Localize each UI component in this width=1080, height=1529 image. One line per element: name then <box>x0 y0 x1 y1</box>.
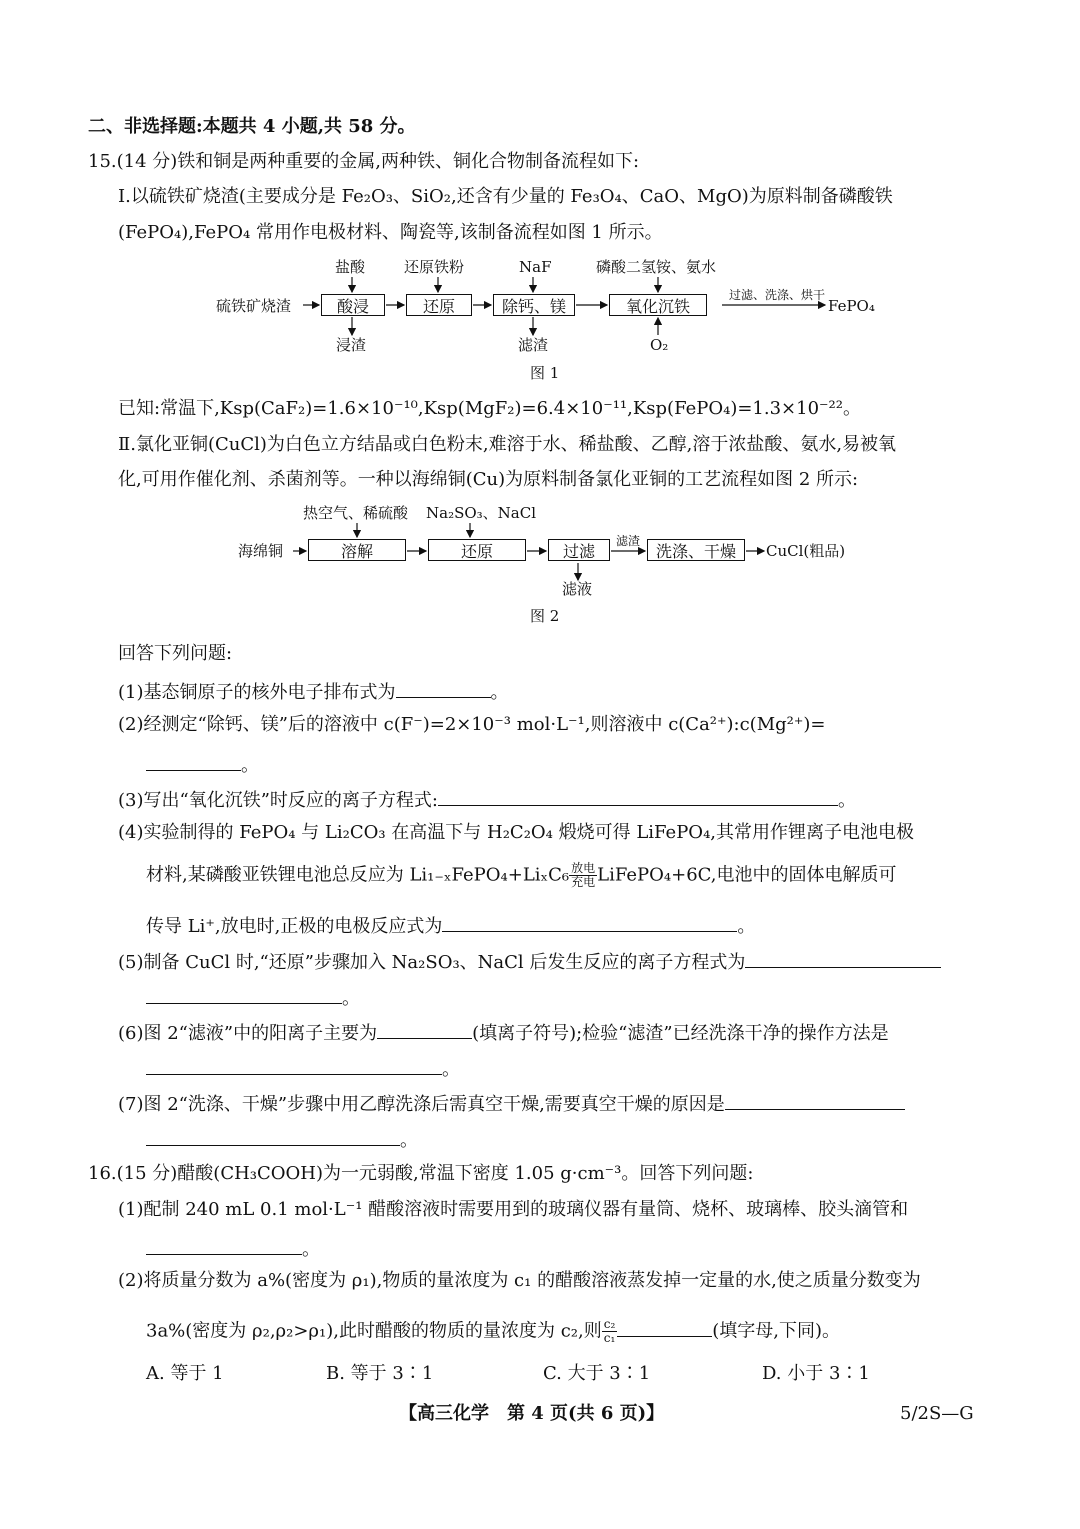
option-c[interactable]: C. 大于 3∶1 <box>543 1363 651 1384</box>
q15-part1-line1: Ⅰ.以硫铁矿烧渣(主要成分是 Fe₂O₃、SiO₂,还含有少量的 Fe₃O₄、CaO、MgO)为原料制备磷酸铁 <box>118 186 893 207</box>
footer-page-info: 【高三化学 第 4 页(共 6 页)】 <box>399 1403 665 1424</box>
q15-sub5-text: (5)制备 CuCl 时,“还原”步骤加入 Na₂SO₃、NaCl 后发生反应的离子方程式为 <box>118 952 746 973</box>
fig1-output-filter-residue: 滤渣 <box>518 336 549 354</box>
period: 。 <box>302 1239 320 1260</box>
fig2-start: 海绵铜 <box>238 542 284 560</box>
fig1-input-hcl: 盐酸 <box>335 258 366 276</box>
answer-blank-1[interactable] <box>396 681 491 698</box>
fig1-box-remove-ca-mg: 除钙、镁 <box>493 294 575 316</box>
q15-sub2-answer <box>146 754 259 775</box>
answer-blank-16-1[interactable] <box>146 1238 302 1255</box>
answer-blank-5b[interactable] <box>146 987 342 1004</box>
q15-sub7-text: (7)图 2“洗涤、干燥”步骤中用乙醇洗涤后需真空干燥,需要真空干燥的原因是 <box>118 1094 725 1115</box>
q15-stem: 15.(14 分)铁和铜是两种重要的金属,两种铁、铜化合物制备流程如下: <box>88 151 640 172</box>
fig2-box-wash-dry: 洗涤、干燥 <box>647 539 745 561</box>
fig2-filtrate: 滤液 <box>562 580 593 598</box>
fig1-box-reduce: 还原 <box>406 294 472 316</box>
period: 。 <box>400 1130 418 1151</box>
footer-code: 5/2S—G <box>900 1403 974 1424</box>
q15-sub2: (2)经测定“除钙、镁”后的溶液中 c(F⁻)=2×10⁻³ mol·L⁻¹,则溶液中 c(Ca²⁺):c(Mg²⁺)= <box>118 714 826 735</box>
answer-blank-16-2[interactable] <box>617 1320 712 1337</box>
q15-sub6-cont <box>146 1058 460 1079</box>
q15-sub4-b <box>146 862 897 889</box>
fig2-box-reduce: 还原 <box>428 539 526 561</box>
fig1-product: FePO₄ <box>828 297 875 315</box>
q15-sub1-text: (1)基态铜原子的核外电子排布式为 <box>118 682 396 703</box>
answer-prompt: 回答下列问题: <box>118 643 233 664</box>
fig2-product: CuCl(粗品) <box>766 542 846 560</box>
q16-sub1: (1)配制 240 mL 0.1 mol·L⁻¹ 醋酸溶液时需要用到的玻璃仪器有量筒、烧杯、玻璃棒、胶头滴管和 <box>118 1199 909 1220</box>
section-title: 二、非选择题:本题共 4 小题,共 58 分。 <box>88 116 416 137</box>
q15-sub4-c-text: 传导 Li⁺,放电时,正极的电极反应式为 <box>146 916 443 937</box>
q15-sub1 <box>118 681 509 702</box>
answer-blank-6a[interactable] <box>377 1022 472 1039</box>
q15-sub7 <box>118 1093 905 1114</box>
fig1-box-oxidize: 氧化沉铁 <box>609 294 707 316</box>
option-d[interactable]: D. 小于 3∶1 <box>762 1363 870 1384</box>
q16-stem: 16.(15 分)醋酸(CH₃COOH)为一元弱酸,常温下密度 1.05 g·cm⁻³。回答下列问题: <box>88 1163 754 1184</box>
fig2-input-air-acid: 热空气、稀硫酸 <box>303 504 409 522</box>
q15-sub7-cont <box>146 1129 418 1150</box>
fig1-final-step: 过滤、洗涤、烘干 <box>729 288 826 302</box>
q15-sub5-cont <box>146 987 360 1008</box>
q15-sub4-a: (4)实验制得的 FePO₄ 与 Li₂CO₃ 在高温下与 H₂C₂O₄ 煅烧可得 LiFePO₄,其常用作锂离子电池电极 <box>118 822 915 843</box>
fig1-input-naf: NaF <box>519 258 552 276</box>
fig1-box-leach: 酸浸 <box>321 294 385 316</box>
option-b[interactable]: B. 等于 3∶1 <box>326 1363 434 1384</box>
fig1-start: 硫铁矿烧渣 <box>216 297 292 315</box>
discharge-charge-fraction <box>569 862 597 889</box>
q16-sub2-a: (2)将质量分数为 a%(密度为 ρ₁),物质的量浓度为 c₁ 的醋酸溶液蒸发掉一定量的水,使之质量分数变为 <box>118 1270 921 1291</box>
period: 。 <box>442 1059 460 1080</box>
q15-sub6-b: (填离子符号);检验“滤渣”已经洗涤干净的操作方法是 <box>472 1023 889 1044</box>
period: 。 <box>737 916 756 937</box>
period: 。 <box>342 988 360 1009</box>
fig1-input-iron: 还原铁粉 <box>404 258 465 276</box>
answer-blank-2[interactable] <box>146 754 241 771</box>
answer-blank-4[interactable] <box>442 915 737 932</box>
q15-sub6 <box>118 1022 889 1043</box>
period: 。 <box>837 790 856 811</box>
q15-part2-line2: 化,可用作催化剂、杀菌剂等。一种以海绵铜(Cu)为原料制备氯化亚铜的工艺流程如图 2 所示: <box>118 469 859 490</box>
fig2-box-filter: 过滤 <box>548 539 610 561</box>
answer-blank-5a[interactable] <box>745 951 941 968</box>
q16-sub2-b <box>146 1318 840 1345</box>
fig1-caption: 图 1 <box>530 364 560 382</box>
q15-sub6-a: (6)图 2“滤液”中的阳离子主要为 <box>118 1023 378 1044</box>
q15-sub3 <box>118 789 856 810</box>
q15-sub4-c <box>146 915 755 936</box>
fig1-input-phosphate: 磷酸二氢铵、氨水 <box>596 258 717 276</box>
c2-over-c1-fraction <box>602 1318 618 1345</box>
fig2-input-salts: Na₂SO₃、NaCl <box>426 504 537 522</box>
frac-discharge: 放电 <box>571 861 596 875</box>
option-a[interactable]: A. 等于 1 <box>146 1363 224 1384</box>
q15-part1-line2: (FePO₄),FePO₄ 常用作电极材料、陶瓷等,该制备流程如图 1 所示。 <box>118 222 663 243</box>
fig2-caption: 图 2 <box>530 607 560 625</box>
q16-sub2-c: (填字母,下同)。 <box>712 1320 841 1342</box>
frac-c2: c₂ <box>603 1317 616 1331</box>
q15-sub4-b1: 材料,某磷酸亚铁锂电池总反应为 Li₁₋ₓFePO₄+LiₓC₆ <box>146 864 570 886</box>
q15-known: 已知:常温下,Ksp(CaF₂)=1.6×10⁻¹⁰,Ksp(MgF₂)=6.4×10⁻¹¹,Ksp(FePO₄)=1.3×10⁻²²。 <box>118 398 861 419</box>
q16-sub2-b-text: 3a%(密度为 ρ₂,ρ₂>ρ₁),此时醋酸的物质的量浓度为 c₂,则 <box>146 1320 602 1342</box>
frac-charge: 充电 <box>571 875 596 890</box>
period: 。 <box>490 682 509 703</box>
frac-c1: c₁ <box>603 1331 616 1346</box>
q15-sub5 <box>118 951 941 972</box>
answer-blank-6b[interactable] <box>146 1058 442 1075</box>
q15-sub3-text: (3)写出“氧化沉铁”时反应的离子方程式: <box>118 790 438 811</box>
q15-sub4-b2: LiFePO₄+6C,电池中的固体电解质可 <box>597 864 897 886</box>
fig2-box-dissolve: 溶解 <box>308 539 406 561</box>
fig1-output-residue: 浸渣 <box>336 336 367 354</box>
fig2-residue-label: 滤渣 <box>616 534 641 548</box>
fig1-input-o2: O₂ <box>650 336 669 354</box>
q15-part2-line1: Ⅱ.氯化亚铜(CuCl)为白色立方结晶或白色粉末,难溶于水、稀盐酸、乙醇,溶于浓盐酸、氨水,易被氧 <box>118 434 897 455</box>
period: 。 <box>241 755 259 776</box>
answer-blank-3[interactable] <box>438 789 838 806</box>
answer-blank-7b[interactable] <box>146 1129 400 1146</box>
answer-blank-7a[interactable] <box>725 1093 905 1110</box>
q16-sub1-cont <box>146 1238 320 1259</box>
